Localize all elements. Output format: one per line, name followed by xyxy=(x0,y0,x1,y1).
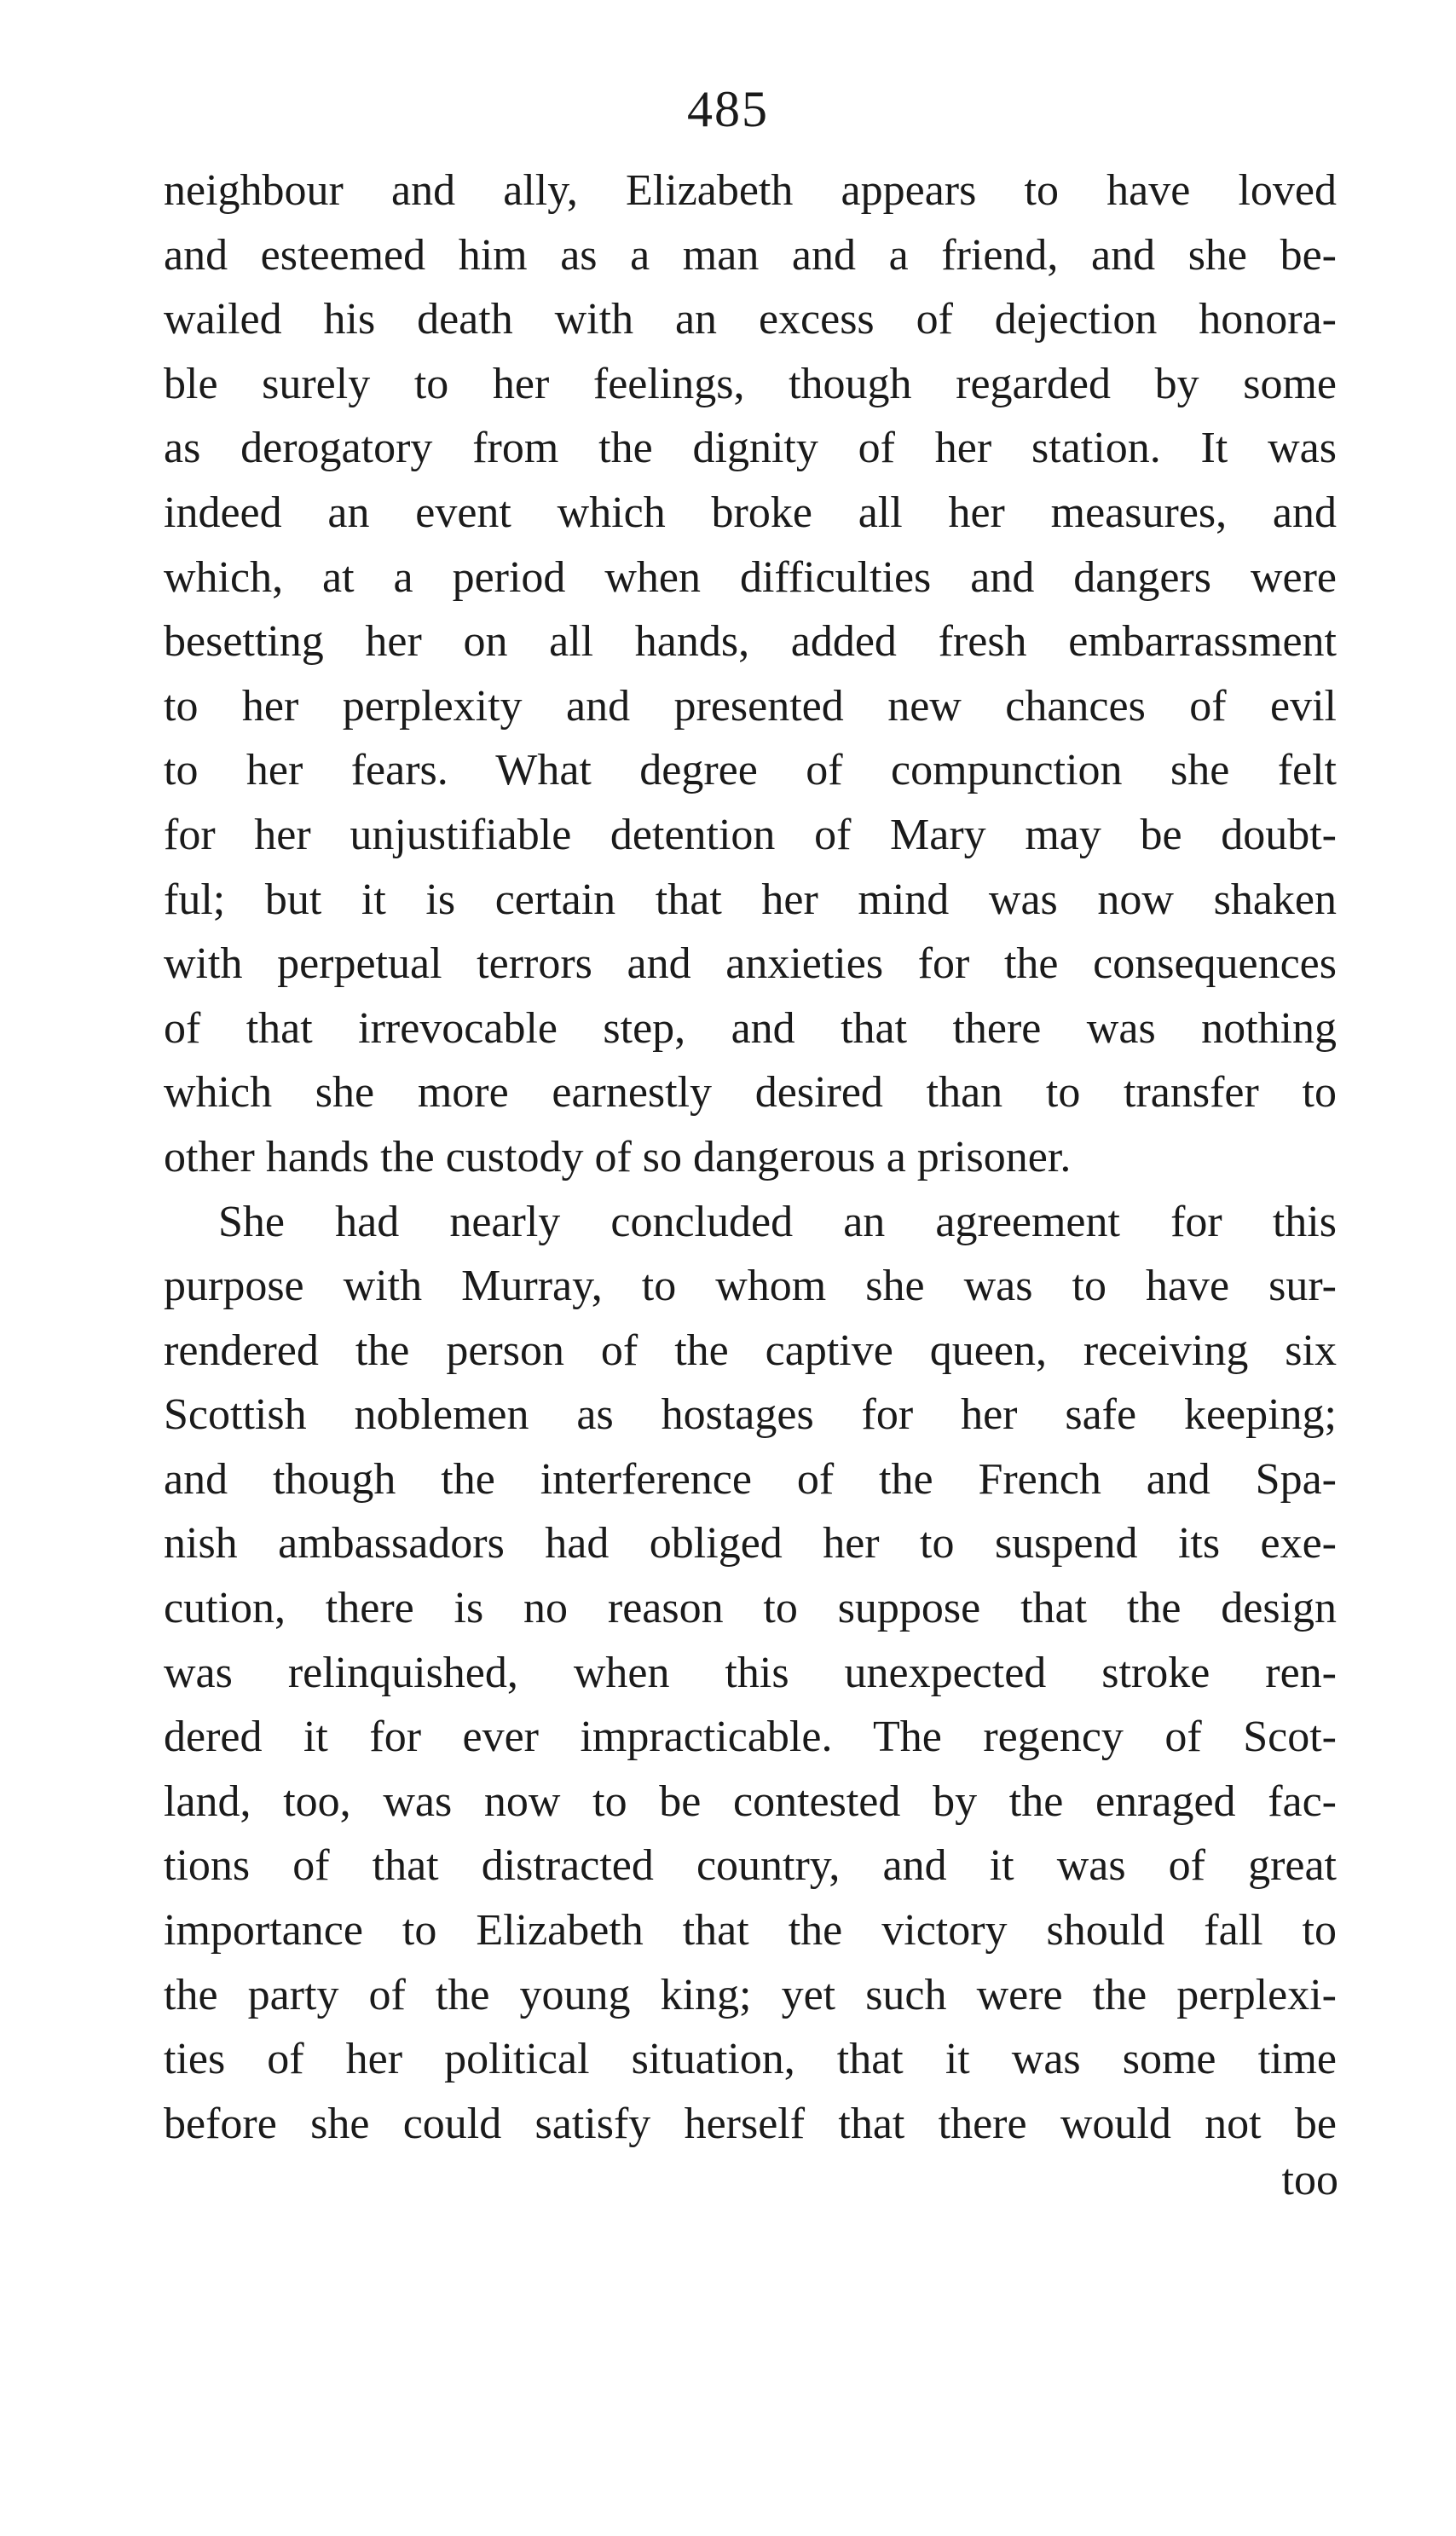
text-line: for her unjustifiable detention of Mary may be doubt- xyxy=(164,810,1337,859)
text-line: which she more earnestly desired than to transfer to xyxy=(164,1068,1337,1118)
text-line: Scottish noblemen as hostages for her safe keeping; xyxy=(164,1390,1337,1440)
text-line: land, too, was now to be contested by the enraged fac- xyxy=(164,1776,1337,1826)
text-line: cution, there is no reason to suppose that the design xyxy=(164,1584,1337,1633)
text-line: to her perplexity and presented new chances of evil xyxy=(164,681,1337,731)
text-line: and though the interference of the French and Spa- xyxy=(164,1454,1337,1504)
text-line: indeed an event which broke all her measures, and xyxy=(164,488,1337,537)
text-line: importance to Elizabeth that the victory should fall to xyxy=(164,1906,1337,1955)
text-line: and esteemed him as a man and a friend, and she be- xyxy=(164,230,1337,280)
text-line: of that irrevocable step, and that there was nothing xyxy=(164,1003,1337,1053)
text-line: rendered the person of the captive queen, receiving six xyxy=(164,1326,1337,1375)
text-line: nish ambassadors had obliged her to suspend its exe- xyxy=(164,1519,1337,1568)
catchword: too xyxy=(1281,2156,1338,2204)
text-line: wailed his death with an excess of dejection honora- xyxy=(164,295,1337,344)
text-line: to her fears. What degree of compunction she felt xyxy=(164,746,1337,795)
text-line: which, at a period when difficulties and dangers were xyxy=(164,552,1337,602)
text-line: the party of the young king; yet such were the perplexi- xyxy=(164,1970,1337,2019)
text-line: tions of that distracted country, and it was of great xyxy=(164,1841,1337,1891)
text-line: ful; but it is certain that her mind was now shaken xyxy=(164,875,1337,924)
paragraph-1 xyxy=(164,159,1337,1190)
text-line: dered it for ever impracticable. The regency of Scot- xyxy=(164,1713,1337,1762)
body-text xyxy=(164,159,1337,2156)
text-line: with perpetual terrors and anxieties for the consequences xyxy=(164,939,1337,989)
page-number: 485 xyxy=(687,81,769,137)
text-line: ties of her political situation, that it was some time xyxy=(164,2035,1337,2084)
text-line: ble surely to her feelings, though regarded by some xyxy=(164,359,1337,408)
text-line: as derogatory from the dignity of her station. It was xyxy=(164,424,1337,473)
paragraph-2 xyxy=(164,1190,1337,2157)
text-line: before she could satisfy herself that there would not be xyxy=(164,2099,1337,2148)
text-line: purpose with Murray, to whom she was to have sur- xyxy=(164,1262,1337,1311)
text-line: was relinquished, when this unexpected stroke ren- xyxy=(164,1648,1337,1697)
text-line: besetting her on all hands, added fresh embarrassment xyxy=(164,617,1337,667)
text-line: other hands the custody of so dangerous a prisoner. xyxy=(164,1132,1072,1181)
text-line: neighbour and ally, Elizabeth appears to have loved xyxy=(164,166,1337,215)
text-line: She had nearly concluded an agreement for this xyxy=(218,1197,1337,1246)
